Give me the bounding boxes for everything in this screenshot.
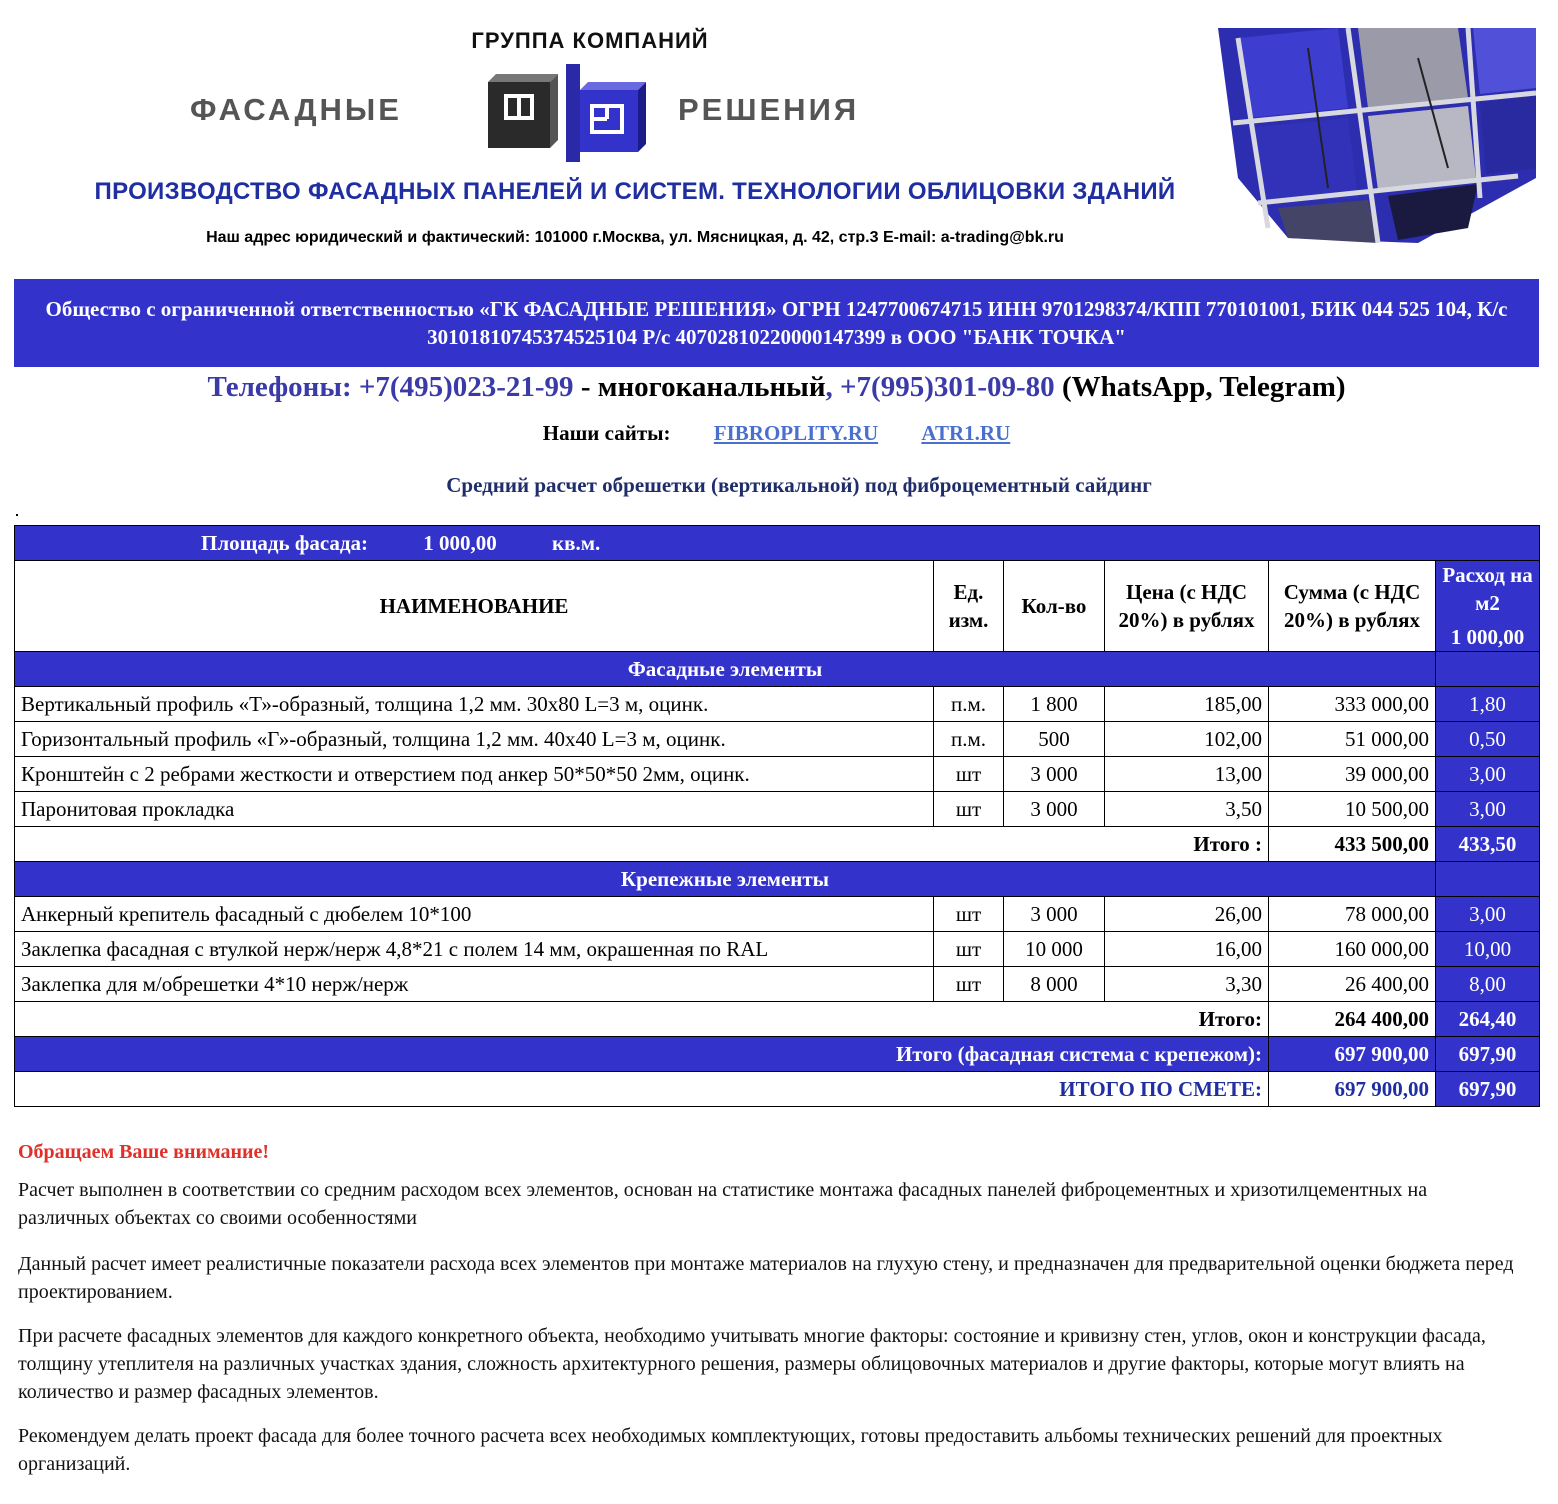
- item-qty-cell: 1 800: [1004, 687, 1105, 722]
- site-link-atr1[interactable]: ATR1.RU: [921, 421, 1011, 445]
- company-requisites-band: Общество с ограниченной ответственностью «ГК ФАСАДНЫЕ РЕШЕНИЯ» ОГРН 1247700674715 ИНН 9701298374/КПП 770101001, БИК 044 525 104, К/с 30101810745374525104 Р/с 40702810220000147399 в ООО "БАНК ТОЧКА": [14, 279, 1539, 367]
- item-sum-cell: 160 000,00: [1269, 932, 1436, 967]
- item-name-cell: Паронитовая прокладка: [15, 792, 934, 827]
- item-name-cell: Горизонтальный профиль «Г»-образный, толщина 1,2 мм. 40х40 L=3 м, оцинк.: [15, 722, 934, 757]
- item-rate-cell: 3,00: [1436, 897, 1540, 932]
- phone-primary[interactable]: Телефоны: +7(495)023-21-99: [207, 371, 574, 403]
- note-paragraph-2: Данный расчет имеет реалистичные показатели расхода всех элементов при монтаже материалов на глухую стену, и предназначен для предварительной оценки бюджета перед проектированием.: [18, 1253, 1514, 1303]
- phone-note: - многоканальный: [573, 371, 826, 403]
- section1-total-rate: 433,50: [1436, 827, 1540, 862]
- item-qty-cell: 3 000: [1004, 757, 1105, 792]
- item-name-cell: Заклепка для м/обрешетки 4*10 нерж/нерж: [15, 967, 934, 1002]
- item-unit-cell: шт: [934, 897, 1004, 932]
- note-paragraph-1: Расчет выполнен в соответствии со средним расходом всех элементов, основан на статистике монтажа фасадных панелей фиброцементных и хризотилцементных на различных объектах со своими особенностями: [18, 1179, 1428, 1229]
- item-sum-cell: 78 000,00: [1269, 897, 1436, 932]
- header-qty: Кол-во: [1004, 561, 1105, 652]
- header-rate: [1436, 561, 1540, 652]
- phones-line: [14, 371, 1539, 404]
- sites-line: [14, 421, 1539, 446]
- site-link-fibroplity[interactable]: FIBROPLITY.RU: [713, 421, 879, 445]
- table-row: [15, 757, 1540, 792]
- item-rate-cell: 3,00: [1436, 757, 1540, 792]
- facade-area-row: [15, 526, 1540, 561]
- item-name-cell: Заклепка фасадная с втулкой нерж/нерж 4,8*21 с полем 14 мм, окрашенная по RAL: [15, 932, 934, 967]
- section-title-fasteners: Крепежные элементы: [15, 862, 1436, 897]
- item-unit-cell: шт: [934, 757, 1004, 792]
- logo-word-right: РЕШЕНИЯ: [678, 92, 860, 127]
- item-unit-cell: п.м.: [934, 722, 1004, 757]
- section2-total-label: Итого:: [15, 1002, 1269, 1037]
- note-paragraph-4: Рекомендуем делать проект фасада для более точного расчета всех необходимых комплектующих, готовы предоставить альбомы технических решений для проектных организаций.: [18, 1425, 1443, 1475]
- note-paragraph-3: При расчете фасадных элементов для каждого конкретного объекта, необходимо учитывать многие факторы: состояние и кривизну стен, углов, окон и конструкции фасада, толщину утеплителя на различных участках здания, сложность архитектурного решения, размеры облицовочных материалов и другие факторы, которые могут влиять на количество и размер фасадных элементов.: [18, 1325, 1486, 1403]
- table-row: [15, 932, 1540, 967]
- section2-total-sum: 264 400,00: [1269, 1002, 1436, 1037]
- calculation-title: Средний расчет обрешетки (вертикальной) под фиброцементный сайдинг: [446, 473, 1152, 497]
- table-row: [15, 967, 1540, 1002]
- facade-building-image: [1218, 28, 1536, 243]
- divider-dot: [16, 514, 18, 516]
- area-unit: кв.м.: [552, 530, 601, 555]
- table-row: [15, 897, 1540, 932]
- item-unit-cell: шт: [934, 792, 1004, 827]
- system-total-row: [15, 1037, 1540, 1072]
- grand-total-rate: 697,90: [1436, 1072, 1540, 1107]
- attention-heading: Обращаем Ваше внимание!: [18, 1141, 270, 1163]
- item-rate-cell: 8,00: [1436, 967, 1540, 1002]
- item-price-cell: 16,00: [1105, 932, 1269, 967]
- estimate-table: [14, 525, 1540, 1107]
- item-qty-cell: 3 000: [1004, 792, 1105, 827]
- item-price-cell: 13,00: [1105, 757, 1269, 792]
- header-name: НАИМЕНОВАНИЕ: [15, 561, 934, 652]
- header-price: Цена (с НДС 20%) в рублях: [1105, 561, 1269, 652]
- section-title-facade: Фасадные элементы: [15, 652, 1436, 687]
- item-unit-cell: п.м.: [934, 687, 1004, 722]
- item-sum-cell: 333 000,00: [1269, 687, 1436, 722]
- item-price-cell: 185,00: [1105, 687, 1269, 722]
- area-label: Площадь фасада:: [201, 530, 369, 555]
- system-total-sum: 697 900,00: [1269, 1037, 1436, 1072]
- grand-total-row: [15, 1072, 1540, 1107]
- section2-total-rate: 264,40: [1436, 1002, 1540, 1037]
- header-sum: Сумма (с НДС 20%) в рублях: [1269, 561, 1436, 652]
- section-row: [15, 862, 1540, 897]
- item-price-cell: 3,30: [1105, 967, 1269, 1002]
- section-total-row: [15, 827, 1540, 862]
- item-rate-cell: 10,00: [1436, 932, 1540, 967]
- section-rate-empty: [1436, 862, 1540, 897]
- table-row: [15, 722, 1540, 757]
- item-name-cell: Кронштейн с 2 ребрами жесткости и отверстием под анкер 50*50*50 2мм, оцинк.: [15, 757, 934, 792]
- item-qty-cell: 8 000: [1004, 967, 1105, 1002]
- item-unit-cell: шт: [934, 932, 1004, 967]
- company-address: Наш адрес юридический и фактический: 101000 г.Москва, ул. Мясницкая, д. 42, стр.3 E-mail: a-trading@bk.ru: [206, 229, 1064, 246]
- system-total-rate: 697,90: [1436, 1037, 1540, 1072]
- item-name-cell: Анкерный крепитель фасадный с дюбелем 10*100: [15, 897, 934, 932]
- section-total-row: [15, 1002, 1540, 1037]
- system-total-label: Итого (фасадная система с крепежом):: [15, 1037, 1269, 1072]
- item-rate-cell: 1,80: [1436, 687, 1540, 722]
- item-sum-cell: 26 400,00: [1269, 967, 1436, 1002]
- item-rate-cell: 0,50: [1436, 722, 1540, 757]
- table-row: [15, 687, 1540, 722]
- item-rate-cell: 3,00: [1436, 792, 1540, 827]
- section-rate-empty: [1436, 652, 1540, 687]
- item-sum-cell: 51 000,00: [1269, 722, 1436, 757]
- section-fasteners-body: [15, 897, 1540, 1002]
- item-sum-cell: 39 000,00: [1269, 757, 1436, 792]
- table-row: [15, 792, 1540, 827]
- logo-word-left: ФАСАДНЫЕ: [190, 92, 402, 127]
- company-logo-icon: [480, 62, 670, 166]
- grand-total-sum: 697 900,00: [1269, 1072, 1436, 1107]
- sites-label: Наши сайты:: [542, 421, 671, 445]
- item-price-cell: 3,50: [1105, 792, 1269, 827]
- section-row: [15, 652, 1540, 687]
- item-price-cell: 26,00: [1105, 897, 1269, 932]
- table-header-row: [15, 561, 1540, 652]
- header-rate-label: Расход на м2: [1442, 563, 1533, 615]
- group-title: ГРУППА КОМПАНИЙ: [471, 28, 709, 53]
- item-qty-cell: 10 000: [1004, 932, 1105, 967]
- grand-total-label: ИТОГО ПО СМЕТЕ:: [15, 1072, 1269, 1107]
- phone-messengers: (WhatsApp, Telegram): [1054, 371, 1346, 403]
- section1-total-label: Итого :: [15, 827, 1269, 862]
- section-facade-body: [15, 687, 1540, 827]
- section1-total-sum: 433 500,00: [1269, 827, 1436, 862]
- company-tagline: ПРОИЗВОДСТВО ФАСАДНЫХ ПАНЕЛЕЙ И СИСТЕМ. ТЕХНОЛОГИИ ОБЛИЦОВКИ ЗДАНИЙ: [94, 178, 1176, 205]
- phone-secondary[interactable]: , +7(995)301-09-80: [825, 371, 1055, 403]
- header-rate-value: 1 000,00: [1450, 625, 1525, 649]
- item-price-cell: 102,00: [1105, 722, 1269, 757]
- item-qty-cell: 3 000: [1004, 897, 1105, 932]
- area-value: 1 000,00: [423, 530, 497, 555]
- item-sum-cell: 10 500,00: [1269, 792, 1436, 827]
- header-unit: Ед. изм.: [934, 561, 1004, 652]
- item-name-cell: Вертикальный профиль «Т»-образный, толщина 1,2 мм. 30х80 L=3 м, оцинк.: [15, 687, 934, 722]
- item-qty-cell: 500: [1004, 722, 1105, 757]
- item-unit-cell: шт: [934, 967, 1004, 1002]
